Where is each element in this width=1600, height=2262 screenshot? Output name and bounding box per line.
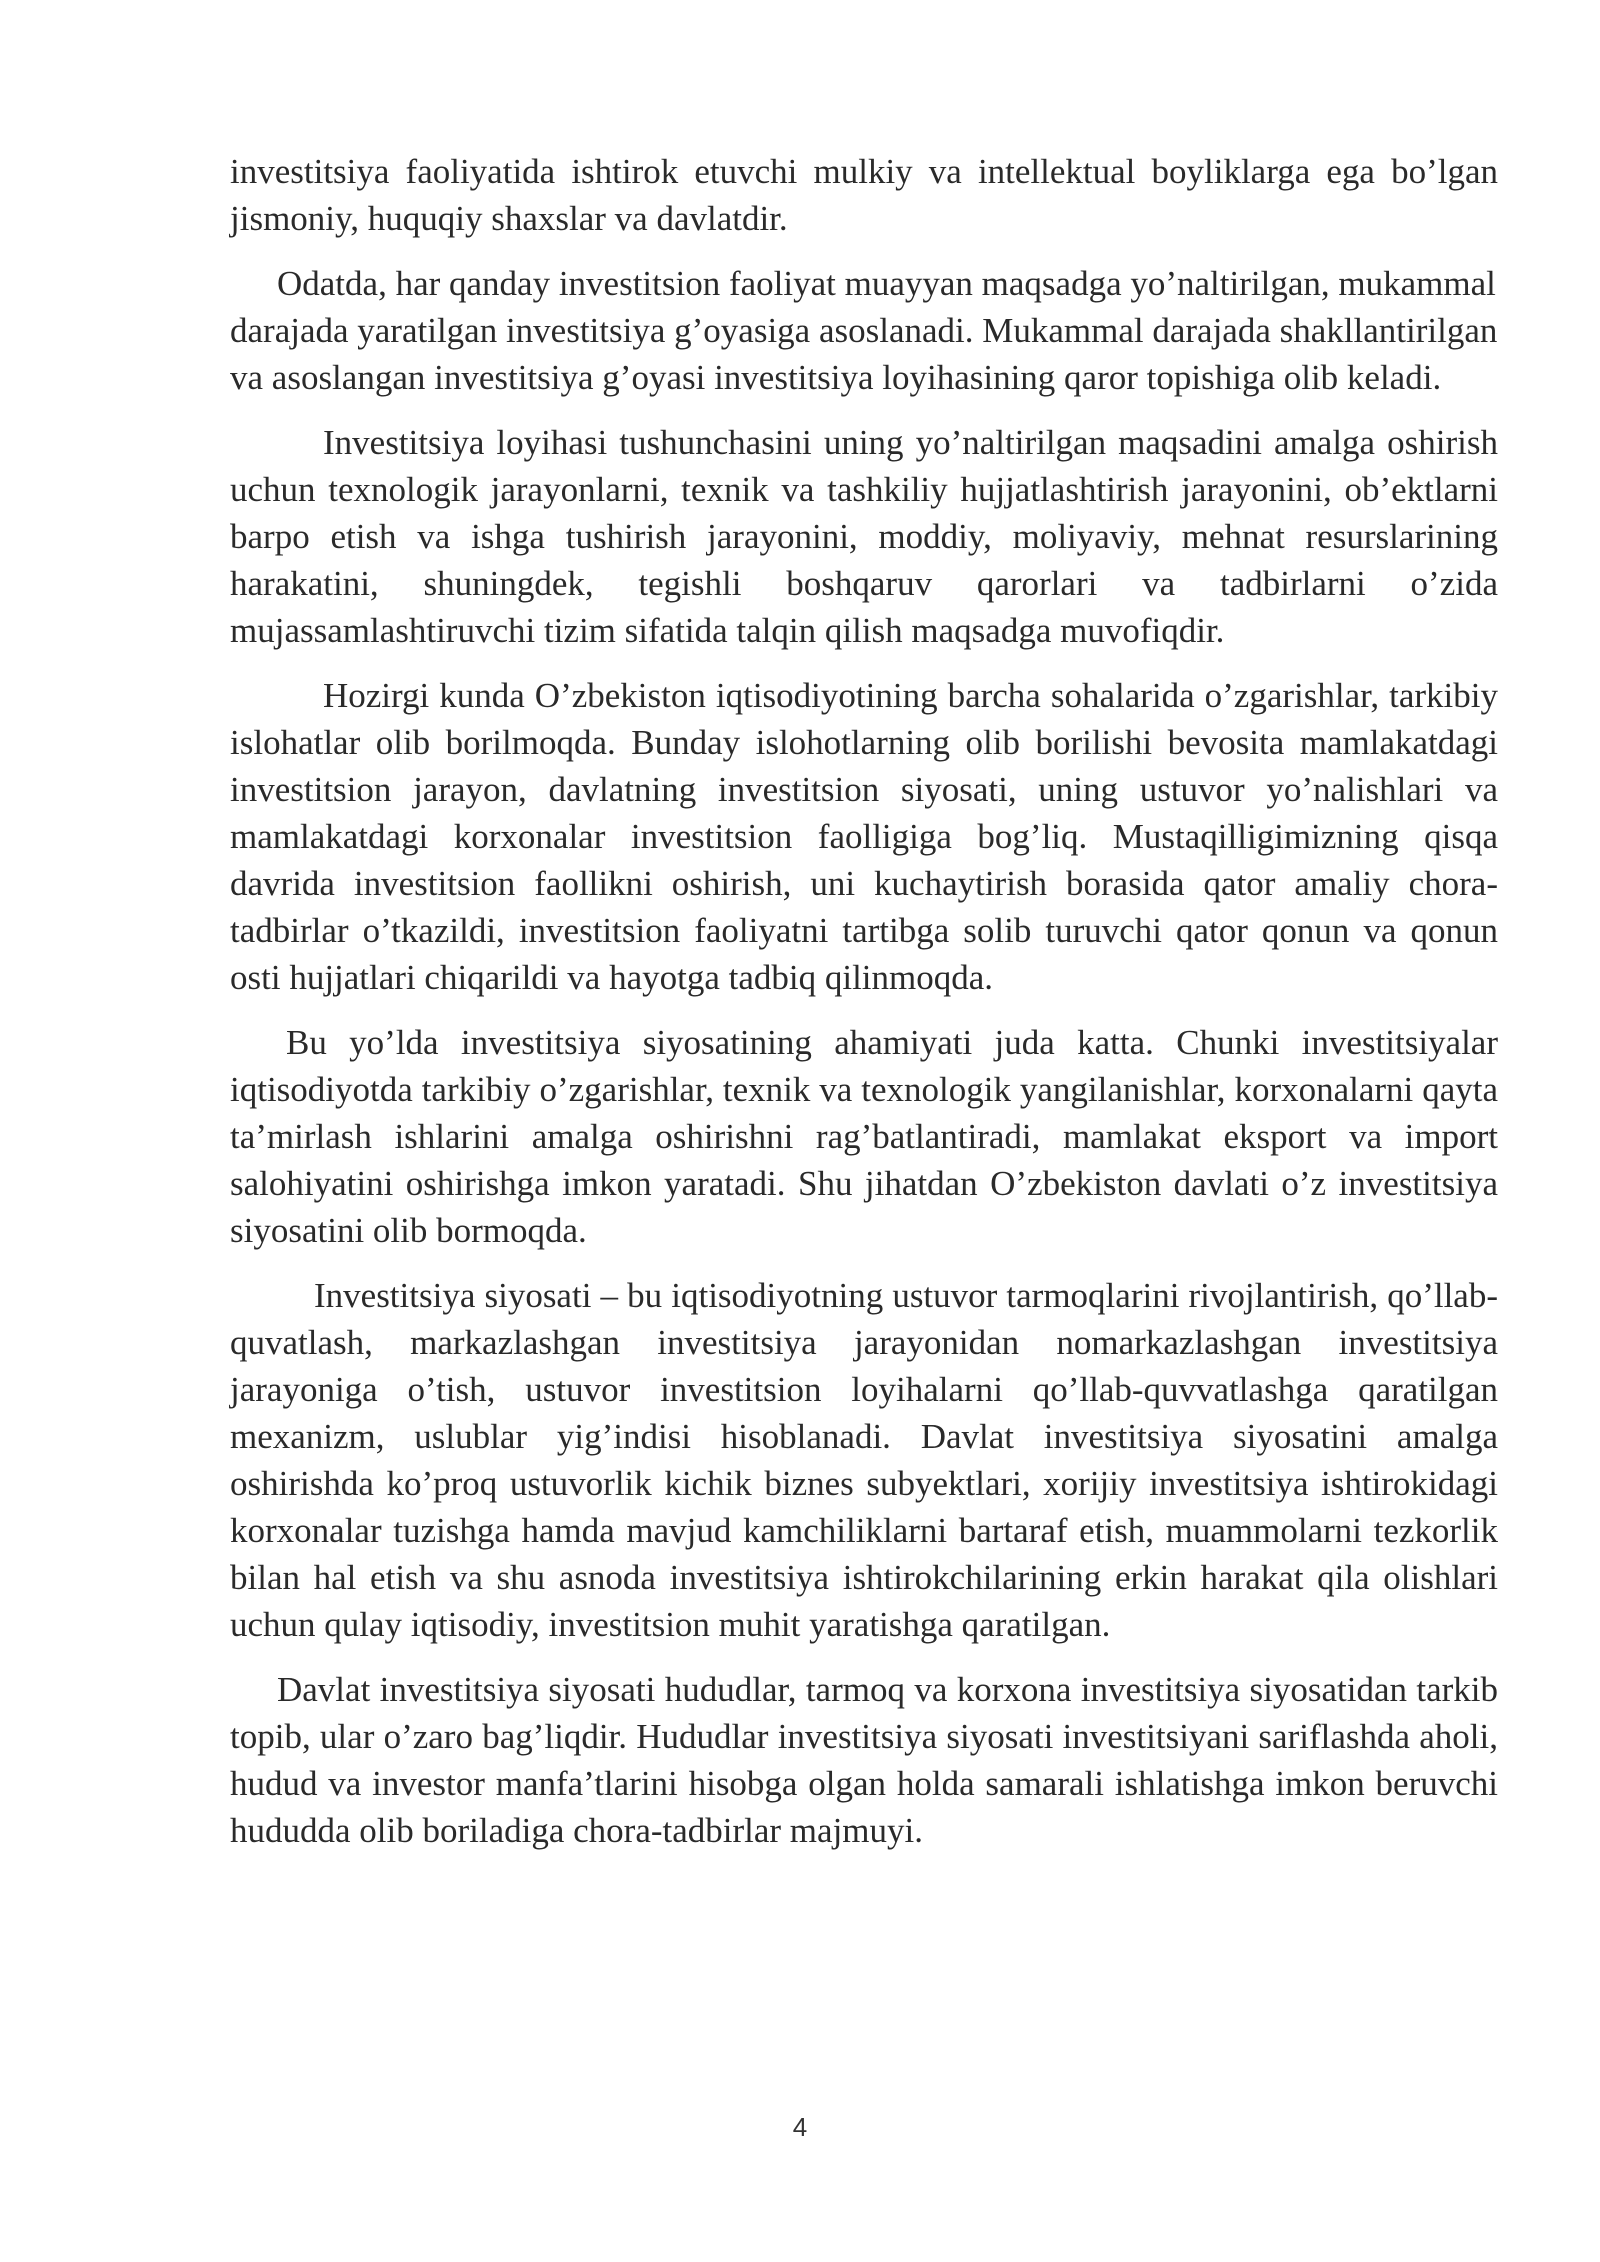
paragraph-5: Bu yo’ldа investitsiya siyosatining ahamiyati juda katta. Chunki investitsiyalar iqtisodiyotda tarkibiy o’zgarishlar, texnik va texnologik yangilanishlar, korxonalarni qayta ta’mirlash ishlarini amalga oshirishni rag’batlantiradi, mamlakat eksport va import salohiyatini oshirishga imkon yaratadi. Shu jihatdan O’zbekiston davlati o’z investitsiya siyosatini olib bormoqda. <box>230 1023 1498 1250</box>
paragraph-3: Investitsiya loyihasi tushunchasini uning yo’naltirilgan maqsadini amalga oshirish uchun texnologik jarayonlarni, texnik va tashkiliy hujjatlashtirish jarayonini, ob’ektlarni barpo etish va ishga tushirish jarayonini, moddiy, moliyaviy, mehnat resurslarining harakatini, shuningdek, tegishli boshqaruv qarorlari va tadbirlarni o’zida mujassamlashtiruvchi tizim sifatida talqin qilish maqsadga muvofiqdir. <box>230 423 1498 650</box>
paragraph-4: Hozirgi kunda O’zbekiston iqtisodiyotining barcha sohalarida o’zgarishlar, tarkibiy islohatlar olib borilmoqda. Bunday islohotlarning olib borilishi bevosita mamlakatdagi investitsion jarayon, davlatning investitsion siyosati, uning ustuvor yo’nalishlari va mamlakatdagi korxonalar investitsion faolligiga bog’liq. Mustaqilligimizning qisqa davrida investitsion faollikni oshirish, uni kuchaytirish borasida qator amaliy chora-tadbirlar o’tkazildi, investitsion faoliyatni tartibga solib turuvchi qator qonun va qonun osti hujjatlari chiqarildi va hayotga tadbiq qilinmoqda. <box>230 676 1498 997</box>
page-number: 4 <box>792 2112 808 2142</box>
paragraph-7: Davlat investitsiya siyosati hududlar, tarmoq va korxona investitsiya siyosatidan tarkib topib, ular o’zaro bag’liqdir. Hududlar investitsiya siyosati investitsiyani sariflashda aholi, hudud va investor manfa’tlarini hisobga olgan holda samarali ishlatishga imkon beruvchi hududda olib boriladiga chora-tadbirlar majmuyi. <box>230 1670 1498 1850</box>
paragraph-1: investitsiya faoliyatida ishtirok etuvchi mulkiy va intellektual boyliklarga ega bo’lgan jismoniy, huquqiy shaxslar va davlatdir. <box>230 152 1498 238</box>
paragraph-2: Odatda, har qanday investitsion faoliyat muayyan maqsadga yo’naltirilgan, mukammal darajada yaratilgan investitsiya g’oyasiga asoslanadi. Mukammal darajada shakllantirilgan va asoslangan investitsiya g’oyasi investitsiya loyihasining qaror topishiga olib keladi. <box>230 264 1498 397</box>
body-text <box>230 148 1498 1872</box>
paragraph-6: Investitsiya siyosati – bu iqtisodiyotning ustuvor tarmoqlarini rivojlantirish, qo’llab-quvatlash, markazlashgan investitsiya jarayonidan nomarkazlashgan investitsiya jarayoniga o’tish, ustuvor investitsion loyihalarni qo’llab-quvvatlashga qaratilgan mexanizm, uslublar yig’indisi hisoblanadi. Davlat investitsiya siyosatini amalga oshirishda ko’proq ustuvorlik kichik biznes subyektlari, xorijiy investitsiya ishtirokidagi korxonalar tuzishga hamda mavjud kamchiliklarni bartaraf etish, muammolarni tezkorlik bilan hal etish va shu asnoda investitsiya ishtirokchilarining erkin harakat qila olishlari uchun qulay iqtisodiy, investitsion muhit yaratishga qaratilgan. <box>230 1276 1498 1644</box>
